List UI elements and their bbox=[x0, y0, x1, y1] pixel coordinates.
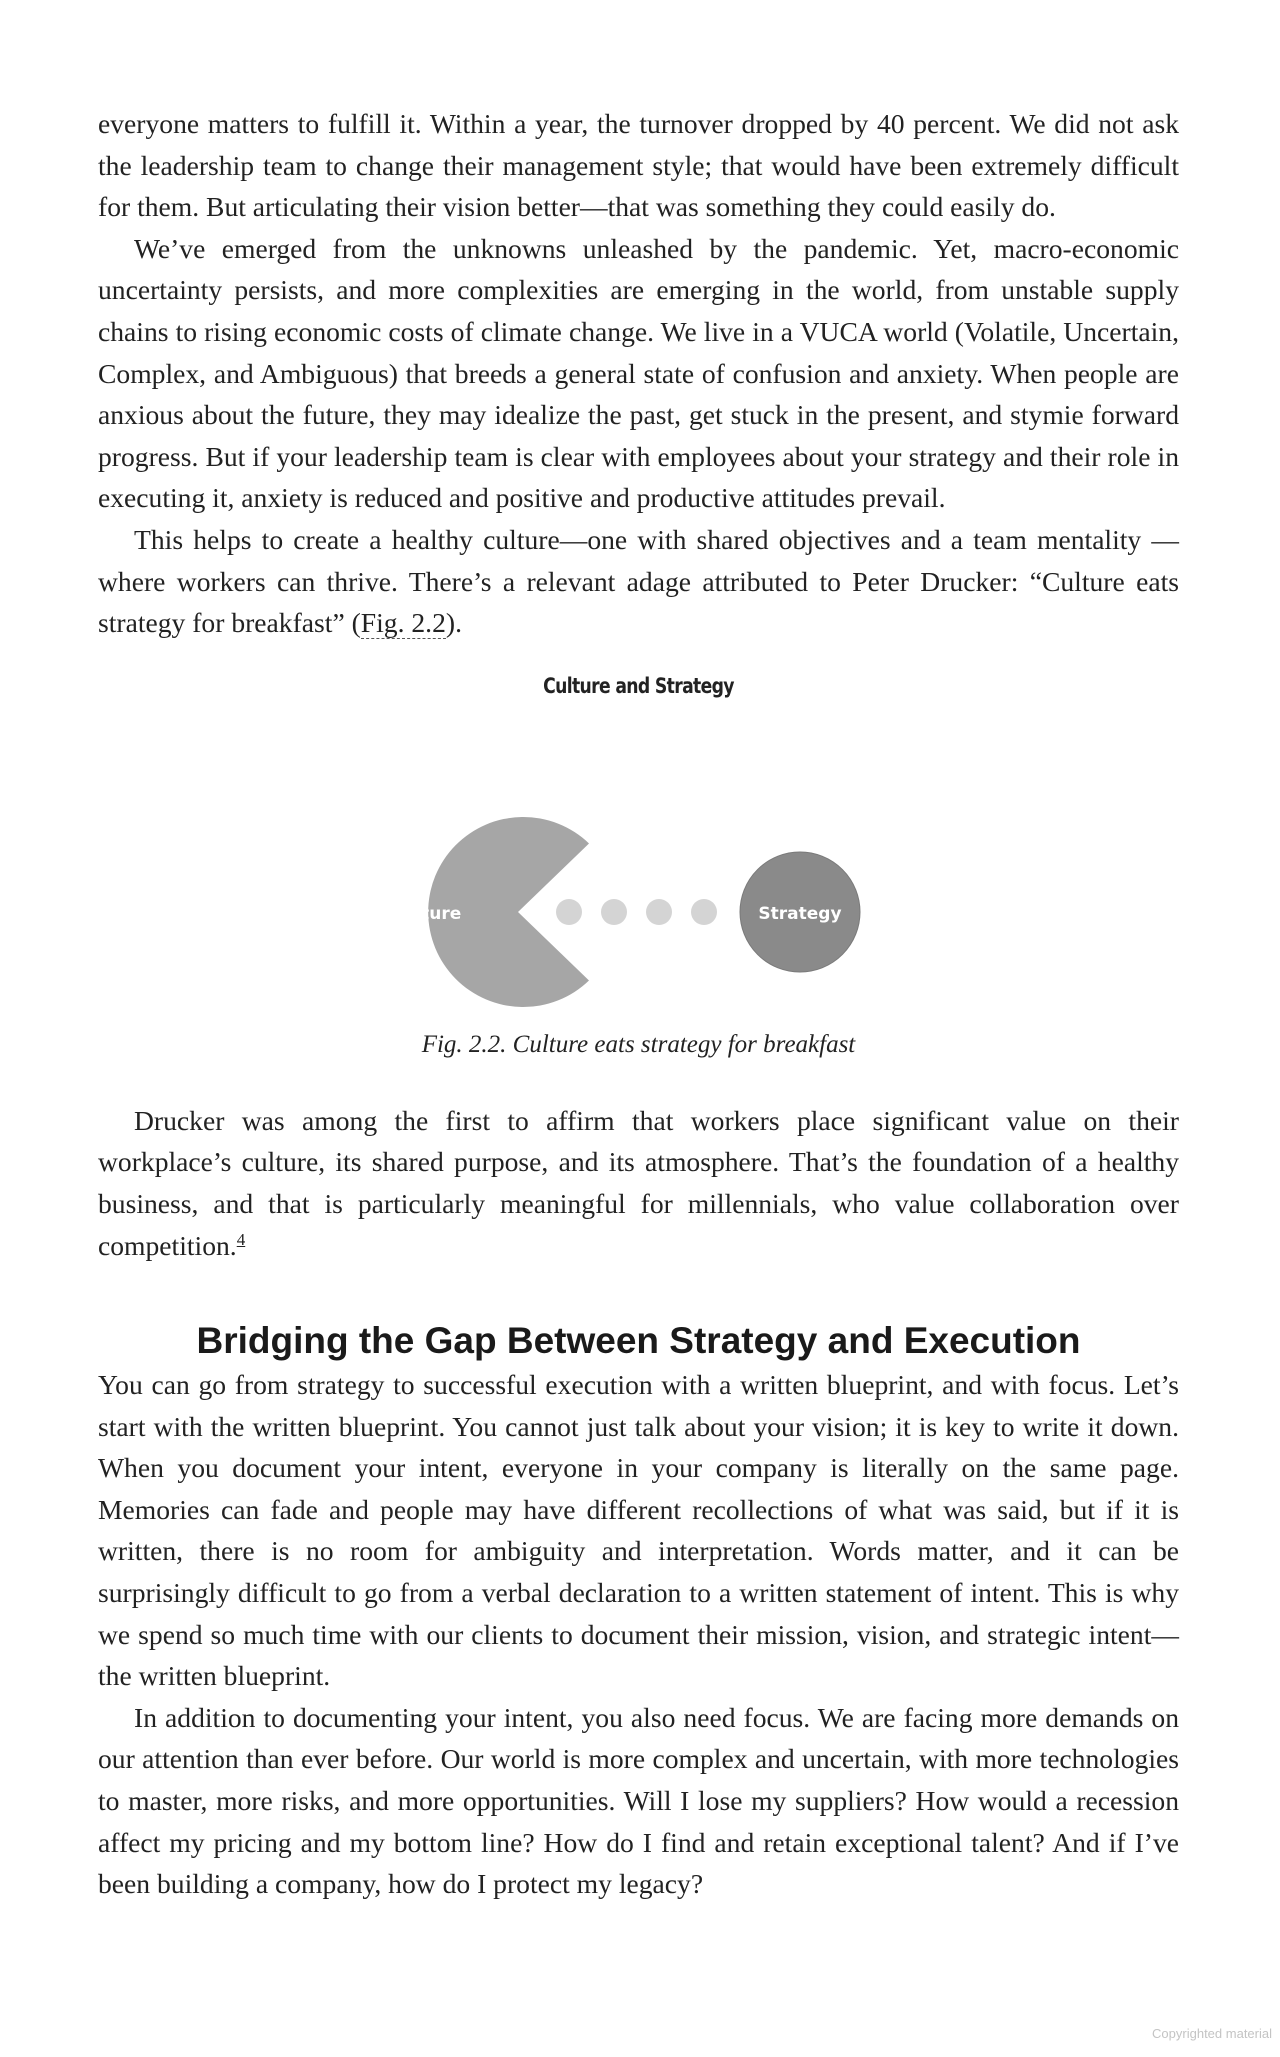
figure-reference-link[interactable]: Fig. 2.2 bbox=[360, 607, 446, 639]
figure-title: Culture and Strategy bbox=[543, 673, 734, 698]
paragraph-millennials bbox=[98, 1100, 1179, 1266]
paragraph-vuca: We’ve emerged from the unknowns unleashed by the pandemic. Yet, macro-economic uncertainty persists, and more complexities are emerging in the world, from unstable supply chains to rising economic costs of climate change. We live in a VUCA world (Volatile, Uncertain, Complex, and Ambiguous) that breeds a general state of confusion and anxiety. When people are anxious about the future, they may idealize the past, get stuck in the present, and stymie forward progress. But if your leadership team is clear with employees about your strategy and their role in executing it, anxiety is reduced and positive and productive attitudes prevail. bbox=[98, 232, 1179, 514]
figure-caption: Fig. 2.2. Culture eats strategy for breakfast bbox=[421, 1030, 856, 1058]
paragraph-drucker-adage-text: This helps to create a healthy culture—one with shared objectives and a team mentality —where workers can thrive. There’s a relevant adage attributed to Peter Drucker: “Culture eats strategy for breakfast” ( bbox=[98, 523, 1179, 639]
paragraph-millennials-text: Drucker was among the first to affirm that workers place significant value on their workplace’s culture, its shared purpose, and its atmosphere. That’s the foundation of a healthy business, and that is particularly meaningful for millennials, who value collaboration over competition. bbox=[98, 1104, 1179, 1261]
figure-diagram bbox=[98, 734, 1179, 1034]
pellet-dot bbox=[556, 899, 582, 925]
paragraph-drucker-adage bbox=[98, 519, 1179, 644]
section-heading: Bridging the Gap Between Strategy and Execution bbox=[196, 1320, 1081, 1362]
paragraph-focus: In addition to documenting your intent, you also need focus. We are facing more demands on our attention than ever before. Our world is more complex and uncertain, with more technologies to master, more risks, and more opportunities. Will I lose my suppliers? How would a recession affect my pricing and my bottom line? How do I find and retain exceptional talent? And if I’ve been building a company, how do I protect my legacy? bbox=[98, 1701, 1179, 1900]
pellet-dot bbox=[646, 899, 672, 925]
paragraph-turnover: everyone matters to fulfill it. Within a year, the turnover dropped by 40 percent. We did not ask the leadership team to change their management style; that would have been extremely difficult for them. But articulating their vision better—that was something they could easily do. bbox=[98, 108, 1179, 223]
pellet-dot bbox=[691, 899, 717, 925]
pellet-dot bbox=[601, 899, 627, 925]
footnote-marker[interactable]: 4 bbox=[236, 1229, 246, 1249]
copyright-watermark: Copyrighted material bbox=[1152, 2026, 1272, 2041]
paragraph-blueprint: You can go from strategy to successful execution with a written blueprint, and with focus. Let’s start with the written blueprint. You cannot just talk about your vision; it is key to write it down. When you document your intent, everyone in your company is literally on the same page. Memories can fade and people may have different recollections of what was said, but if it is written, there is no room for ambiguity and interpretation. Words matter, and it can be surprisingly difficult to go from a verbal declaration to a written statement of intent. This is why we spend so much time with our clients to document their mission, vision, and strategic intent—the written blueprint. bbox=[98, 1369, 1179, 1692]
dots-group bbox=[556, 899, 717, 925]
strategy-label: Strategy bbox=[758, 903, 842, 924]
culture-strategy-figure bbox=[98, 674, 1179, 1030]
culture-label: Culture bbox=[390, 903, 462, 924]
page-content bbox=[98, 103, 1179, 1905]
paragraph-drucker-adage-end: ). bbox=[445, 607, 462, 639]
